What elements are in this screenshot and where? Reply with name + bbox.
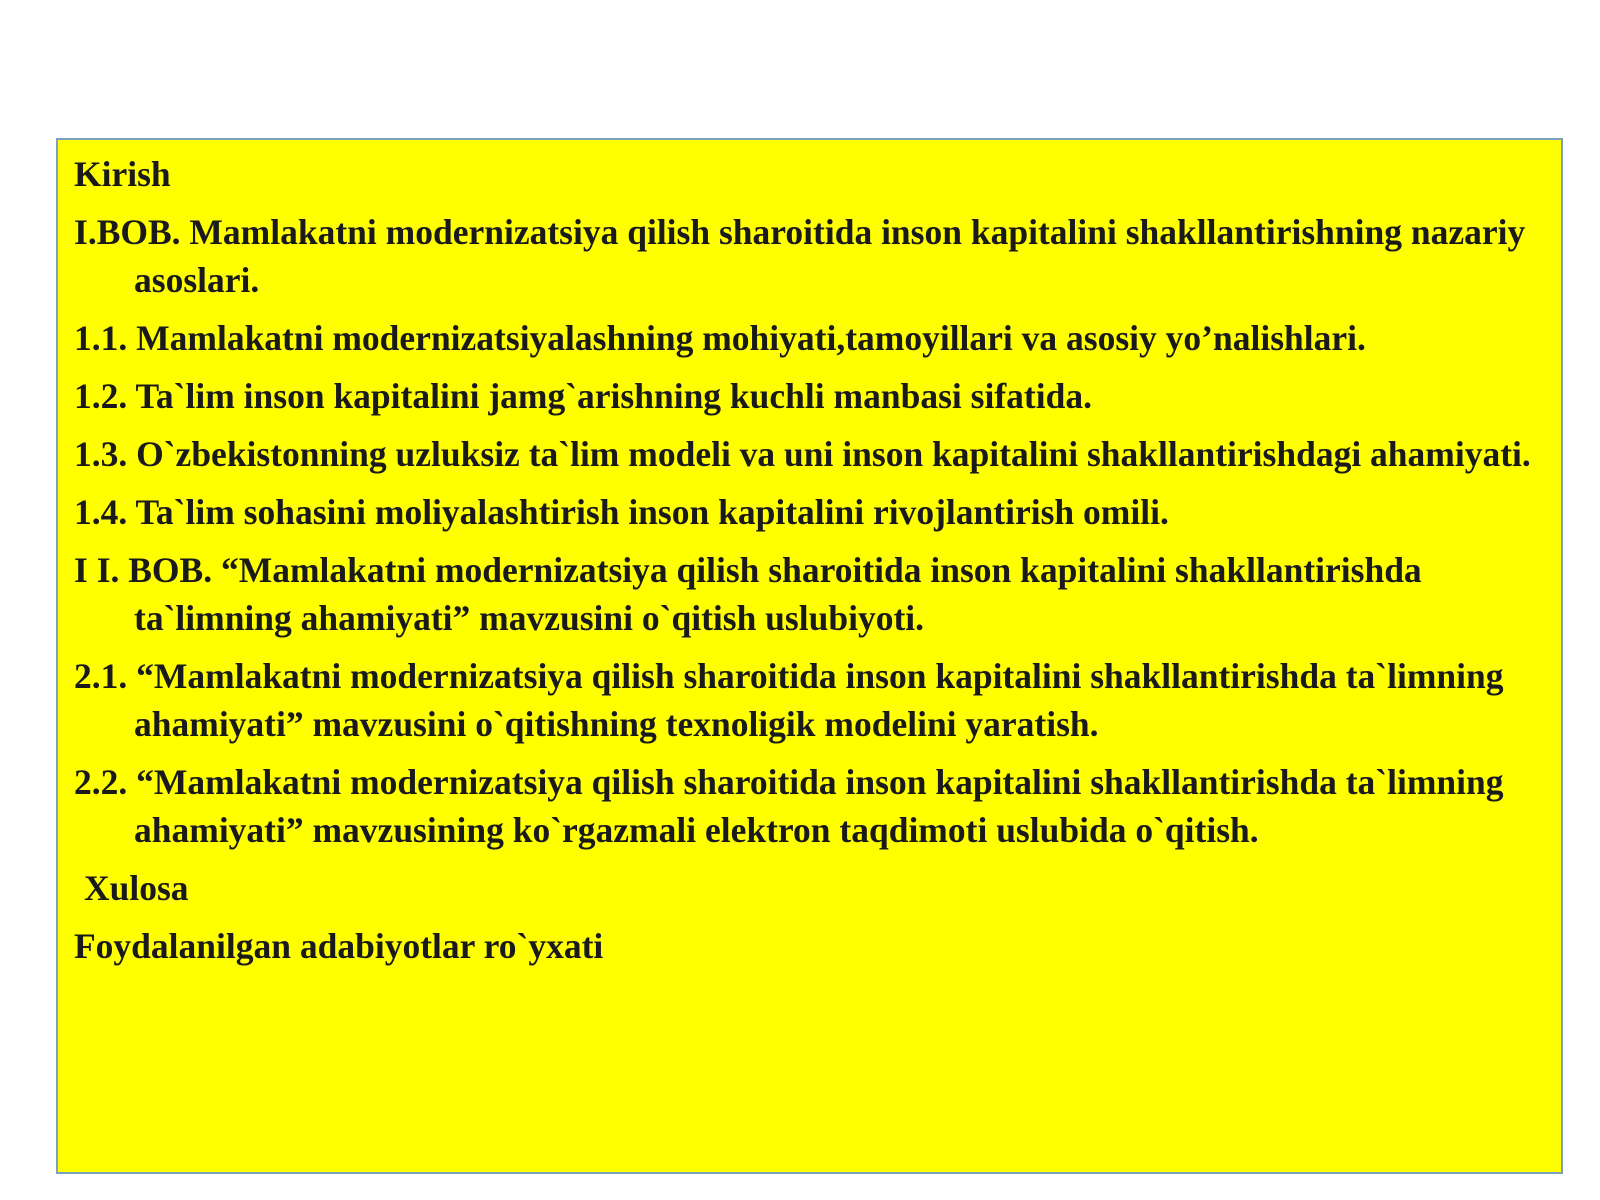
toc-item-section-1-4: 1.4. Ta`lim sohasini moliyalashtirish inson kapitalini rivojlantirish omili. [74,492,1169,532]
toc-item-introduction: Kirish [74,154,171,194]
table-of-contents-box [56,138,1563,1174]
toc-item-section-1-1: 1.1. Mamlakatni modernizatsiyalashning mohiyati,tamoyillari va asosiy yo’nalishlari. [74,318,1366,358]
toc-item-section-2-2: 2.2. “Mamlakatni modernizatsiya qilish sharoitida inson kapitalini shakllantirishda ta`limning ahamiyati” mavzusining ko`rgazmali elektron taqdimoti uslubida o`qitish. [74,762,1504,850]
toc-item-conclusion: Xulosa [84,868,189,908]
toc-item-section-1-3: 1.3. O`zbekistonning uzluksiz ta`lim modeli va uni inson kapitalini shakllantirishdagi ahamiyati. [74,434,1531,474]
toc-item-section-2-1: 2.1. “Mamlakatni modernizatsiya qilish sharoitida inson kapitalini shakllantirishda ta`limning ahamiyati” mavzusini o`qitishning texnoligik modelini yaratish. [74,656,1504,744]
toc-item-references: Foydalanilgan adabiyotlar ro`yxati [74,926,604,966]
toc-item-chapter-1: I.BOB. Mamlakatni modernizatsiya qilish sharoitida inson kapitalini shakllantirishning nazariy asoslari. [74,212,1526,300]
toc-item-section-1-2: 1.2. Ta`lim inson kapitalini jamg`arishning kuchli manbasi sifatida. [74,376,1092,416]
table-of-contents-list [58,140,1561,970]
toc-item-chapter-2: I I. BOB. “Mamlakatni modernizatsiya qilish sharoitida inson kapitalini shakllantirishda ta`limning ahamiyati” mavzusini o`qitish uslubiyoti. [74,550,1422,638]
